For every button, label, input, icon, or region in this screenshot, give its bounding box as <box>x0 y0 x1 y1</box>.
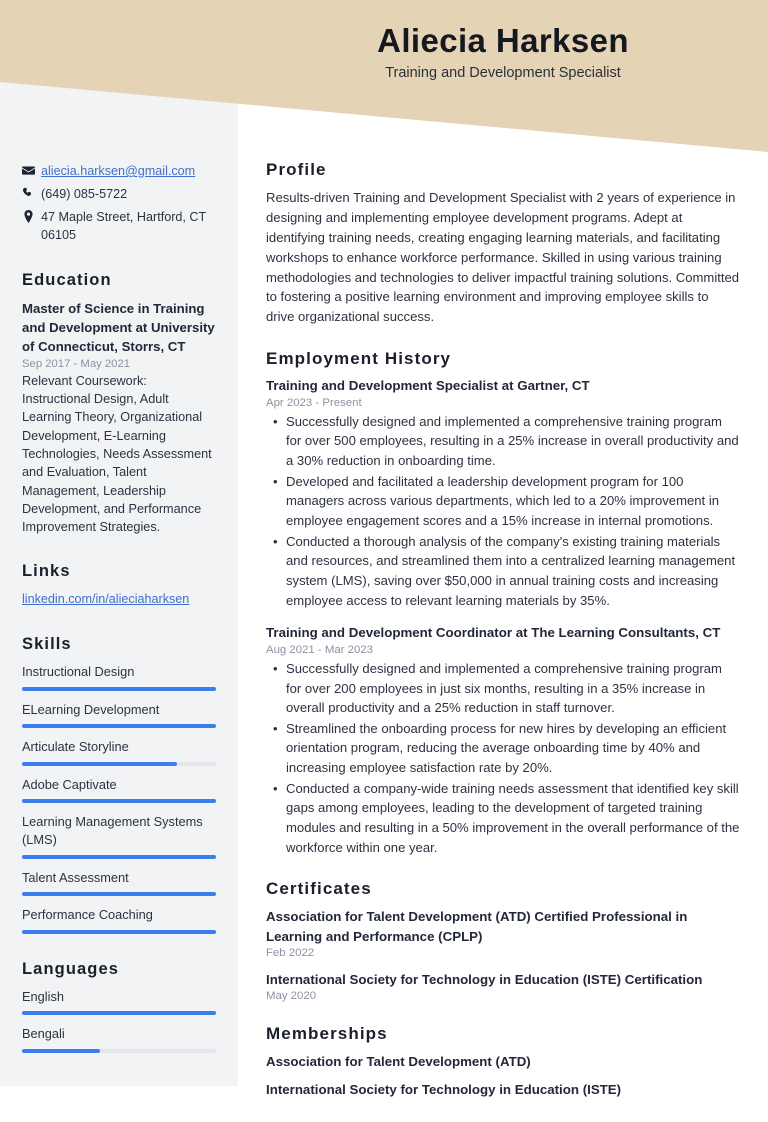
meter-track <box>22 687 216 691</box>
contact-address-row <box>22 209 216 245</box>
meter-label: Performance Coaching <box>22 907 153 923</box>
meter-item <box>22 988 216 1016</box>
education-description: Relevant Coursework: Instructional Design, Adult Learning Theory, Organizational Development, E-Learning Technologies, Needs Assessment and Evaluation, Talent Management, Leadership Development, and Performance Improvement Strategies. <box>22 373 212 535</box>
certificate-title: Association for Talent Development (ATD) Certified Professional in Learning and Performance (CPLP) <box>266 909 688 944</box>
meter-label: Learning Management Systems (LMS) <box>22 814 203 847</box>
contact-address-text: 47 Maple Street, Hartford, CT 06105 <box>41 209 206 242</box>
job-bullet: • Successfully designed and implemented a comprehensive training program for over 200 employees in just six months, resulting in a 35% increase in overall productivity and a 25% reduction in staff turnover. <box>266 659 740 718</box>
meter-track <box>22 762 216 766</box>
memberships-heading: Memberships <box>266 1024 388 1044</box>
meter-label: English <box>22 988 64 1004</box>
meter-item <box>22 776 216 804</box>
meter-label: Articulate Storyline <box>22 739 129 755</box>
job-bullet-list <box>266 412 740 610</box>
languages-section <box>22 960 216 1053</box>
certificate-title: International Society for Technology in Education (ISTE) Certification <box>266 971 703 987</box>
contact-phone-text: (649) 085-5722 <box>41 186 128 201</box>
job-date: Aug 2021 - Mar 2023 <box>266 643 374 656</box>
meter-fill <box>22 724 216 728</box>
meter-fill <box>22 930 216 934</box>
meter-track <box>22 1049 216 1053</box>
contact-email-text <box>41 163 216 181</box>
certificates-list <box>266 907 740 1002</box>
meter-fill <box>22 799 216 803</box>
links-heading: Links <box>22 562 71 581</box>
meter-label: Talent Assessment <box>22 869 129 885</box>
sidebar <box>0 0 238 1063</box>
education-date: Sep 2017 - May 2021 <box>22 357 131 370</box>
meter-track <box>22 1011 216 1015</box>
meter-track <box>22 799 216 803</box>
job-entry <box>266 377 740 610</box>
profile-text: Results-driven Training and Development Specialist with 2 years of experience in designing and implementing employee development programs. Adept at identifying training needs, creating engaging learning materials, and facilitating workshops to enhance workforce performance. Skilled in using various training methodologies and technologies to deliver impactful training solutions. Committed to fostering a positive learning environment and improving employee skills to drive organizational success. <box>266 190 740 325</box>
meter-label: Bengali <box>22 1026 65 1042</box>
meter-fill <box>22 762 177 766</box>
meter-fill <box>22 892 216 896</box>
link-item[interactable] <box>22 590 216 609</box>
education-heading: Education <box>22 270 112 289</box>
meter-track <box>22 930 216 934</box>
job-entry <box>266 624 740 857</box>
job-title: Training and Development Coordinator at The Learning Consultants, CT <box>266 625 721 641</box>
location-pin-icon <box>22 209 41 223</box>
meter-item <box>22 1025 216 1053</box>
meter-label: ELearning Development <box>22 701 160 717</box>
skills-heading: Skills <box>22 635 72 654</box>
skills-list <box>22 663 216 933</box>
meter-fill <box>22 687 216 691</box>
certificates-heading: Certificates <box>266 879 372 899</box>
skills-section <box>22 635 216 933</box>
certificate-date: May 2020 <box>266 990 317 1003</box>
meter-item <box>22 906 216 934</box>
meter-fill <box>22 1049 100 1053</box>
job-title: Training and Development Specialist at Gartner, CT <box>266 378 590 394</box>
meter-item <box>22 738 216 766</box>
job-bullet: • Successfully designed and implemented a comprehensive training program for over 500 employees, resulting in a 25% increase in overall productivity and a 30% reduction in onboarding time. <box>266 412 740 471</box>
candidate-job-title: Training and Development Specialist <box>385 64 621 81</box>
memberships-list <box>266 1052 740 1100</box>
meter-track <box>22 855 216 859</box>
job-bullet-list <box>266 659 740 857</box>
employment-section <box>266 349 740 857</box>
job-bullet: • Conducted a thorough analysis of the company's existing training materials and resources, and streamlined them into a centralized learning management system (LMS), saving over $50,000 in annual training costs and increasing employee access to relevant learning materials by 35%. <box>266 532 740 611</box>
membership-item: Association for Talent Development (ATD) <box>266 1054 531 1070</box>
certificate-item <box>266 970 740 1002</box>
languages-heading: Languages <box>22 959 120 978</box>
meter-label: Adobe Captivate <box>22 776 117 792</box>
membership-item: International Society for Technology in Education (ISTE) <box>266 1082 622 1098</box>
jobs-list <box>266 377 740 857</box>
candidate-name: Aliecia Harksen <box>377 22 629 59</box>
profile-section <box>266 160 740 327</box>
job-bullet: • Developed and facilitated a leadership development program for 100 managers across various departments, which led to a 20% improvement in employee engagement scores and a 15% increase in internal promotions. <box>266 472 740 531</box>
main-column <box>238 0 768 1122</box>
phone-icon <box>22 186 41 200</box>
contact-email-row[interactable] <box>22 163 216 181</box>
contact-phone-row <box>22 186 216 204</box>
certificate-date: Feb 2022 <box>266 946 315 959</box>
job-bullet: • Streamlined the onboarding process for new hires by developing an efficient orientation program, reducing the average onboarding time by 40% and increasing employee satisfaction rate by 20%. <box>266 719 740 778</box>
email-link[interactable]: aliecia.harksen@gmail.com <box>41 164 196 178</box>
profile-heading: Profile <box>266 160 327 179</box>
meter-fill <box>22 855 216 859</box>
meter-item <box>22 869 216 897</box>
memberships-section <box>266 1024 740 1100</box>
employment-heading: Employment History <box>266 349 452 369</box>
education-degree: Master of Science in Training and Development at University of Connecticut, Storrs, CT <box>22 300 215 354</box>
job-date: Apr 2023 - Present <box>266 396 362 409</box>
education-section <box>22 271 216 537</box>
meter-fill <box>22 1011 216 1015</box>
meter-item <box>22 663 216 691</box>
linkedin-link[interactable]: linkedin.com/in/alieciaharksen <box>22 592 190 607</box>
contact-block <box>22 163 216 245</box>
envelope-icon <box>22 163 41 177</box>
meter-label: Instructional Design <box>22 664 135 680</box>
links-section <box>22 562 216 609</box>
meter-track <box>22 892 216 896</box>
certificates-section <box>266 879 740 1002</box>
languages-list <box>22 988 216 1053</box>
meter-track <box>22 724 216 728</box>
job-bullet: • Conducted a company-wide training needs assessment that identified key skill gaps among employees, leading to the development of targeted training modules and resulting in a 50% improvement in the overall performance of the workforce within one year. <box>266 779 740 858</box>
certificate-item <box>266 907 740 959</box>
meter-item <box>22 701 216 729</box>
meter-item <box>22 813 216 858</box>
